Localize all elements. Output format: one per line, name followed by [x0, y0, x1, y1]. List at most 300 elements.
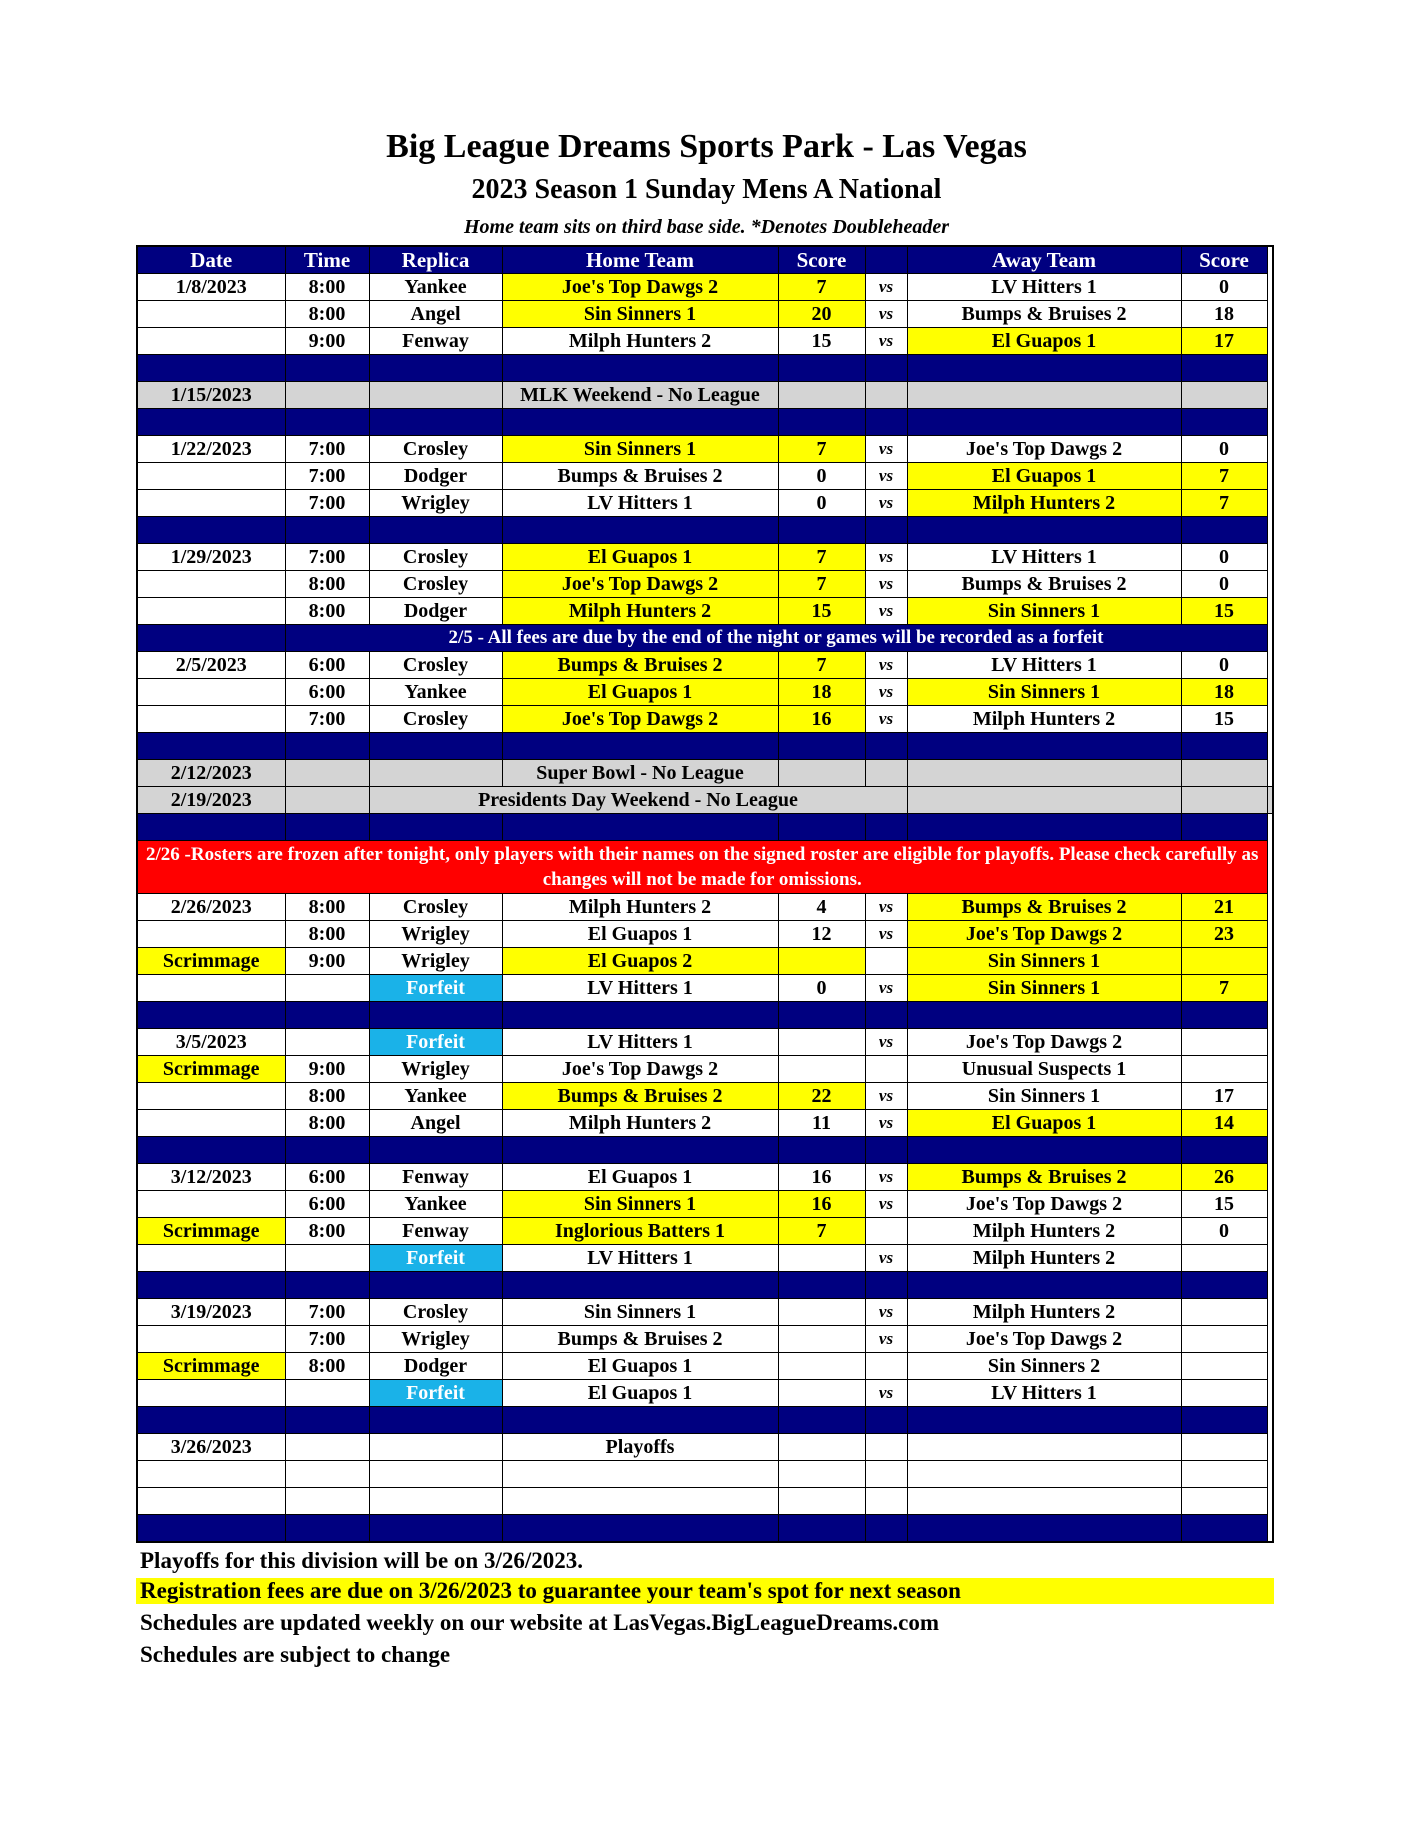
row-away-team: Joe's Top Dawgs 2 — [907, 921, 1181, 948]
row-home-score: 0 — [778, 463, 865, 490]
roster-alert-row — [137, 841, 1273, 894]
no-league-text: MLK Weekend - No League — [502, 382, 778, 409]
row-replica: Wrigley — [369, 921, 502, 948]
row-time: 7:00 — [285, 463, 369, 490]
row-away-team — [907, 1488, 1181, 1515]
row-home-team: El Guapos 1 — [502, 679, 778, 706]
row-away-score — [1181, 1434, 1267, 1461]
row-vs: vs — [865, 1380, 907, 1407]
game-row — [137, 1083, 1273, 1110]
row-vs: vs — [865, 544, 907, 571]
row-home-team: Joe's Top Dawgs 2 — [502, 1056, 778, 1083]
separator-cell — [502, 517, 778, 544]
row-away-score: 15 — [1181, 706, 1267, 733]
no-league-row — [137, 382, 1273, 409]
header-time: Time — [285, 246, 369, 274]
row-away-team: LV Hitters 1 — [907, 274, 1181, 301]
game-row — [137, 1245, 1273, 1272]
row-home-score: 18 — [778, 679, 865, 706]
row-vs: vs — [865, 274, 907, 301]
row-away-score: 26 — [1181, 1164, 1267, 1191]
row-home-team: El Guapos 2 — [502, 948, 778, 975]
row-time — [285, 1380, 369, 1407]
separator-cell — [778, 409, 865, 436]
row-home-team: LV Hitters 1 — [502, 1245, 778, 1272]
game-row — [137, 948, 1273, 975]
separator-cell — [369, 1407, 502, 1434]
separator-cell — [1181, 1137, 1267, 1164]
separator-cell — [865, 517, 907, 544]
row-away-score — [1181, 1299, 1267, 1326]
separator-cell — [502, 733, 778, 760]
row-away-team: Sin Sinners 1 — [907, 1083, 1181, 1110]
separator-cell — [369, 1137, 502, 1164]
row-time — [285, 1245, 369, 1272]
row-replica: Yankee — [369, 274, 502, 301]
row-home-score: 16 — [778, 1164, 865, 1191]
row-vs: vs — [865, 679, 907, 706]
row-away-team — [1181, 787, 1267, 814]
separator-cell — [285, 733, 369, 760]
row-replica: Yankee — [369, 1083, 502, 1110]
row-replica: Forfeit — [369, 1029, 502, 1056]
separator-cell — [907, 814, 1181, 841]
separator-row — [137, 733, 1273, 760]
row-away-team: El Guapos 1 — [907, 463, 1181, 490]
no-league-text: Presidents Day Weekend - No League — [369, 787, 907, 814]
row-away-team: Joe's Top Dawgs 2 — [907, 436, 1181, 463]
separator-cell — [1181, 733, 1267, 760]
row-vs — [865, 1056, 907, 1083]
row-time: 7:00 — [285, 1326, 369, 1353]
row-home-team: Inglorious Batters 1 — [502, 1218, 778, 1245]
row-home-team — [502, 1461, 778, 1488]
notice-cell — [137, 625, 285, 652]
row-time: 8:00 — [285, 921, 369, 948]
separator-cell — [778, 1137, 865, 1164]
row-home-team: Joe's Top Dawgs 2 — [502, 571, 778, 598]
row-vs: vs — [865, 598, 907, 625]
row-home-score — [778, 382, 865, 409]
separator-row — [137, 409, 1273, 436]
game-row — [137, 1110, 1273, 1137]
row-home-team: El Guapos 1 — [502, 544, 778, 571]
game-row — [137, 301, 1273, 328]
row-date: 2/5/2023 — [137, 652, 285, 679]
separator-cell — [907, 1137, 1181, 1164]
row-home-team: El Guapos 1 — [502, 921, 778, 948]
separator-cell — [137, 1272, 285, 1299]
row-time: 8:00 — [285, 598, 369, 625]
header-home-score: Score — [778, 246, 865, 274]
row-replica: Dodger — [369, 463, 502, 490]
separator-cell — [1181, 1515, 1267, 1543]
row-home-team: LV Hitters 1 — [502, 975, 778, 1002]
game-row — [137, 894, 1273, 921]
row-replica — [369, 382, 502, 409]
row-away-team: Joe's Top Dawgs 2 — [907, 1191, 1181, 1218]
row-time: 7:00 — [285, 544, 369, 571]
game-row — [137, 463, 1273, 490]
separator-cell — [369, 355, 502, 382]
row-time: 7:00 — [285, 490, 369, 517]
separator-cell — [369, 1515, 502, 1543]
game-row — [137, 598, 1273, 625]
game-row — [137, 328, 1273, 355]
row-time — [285, 1029, 369, 1056]
row-time: 8:00 — [285, 894, 369, 921]
row-replica: Forfeit — [369, 975, 502, 1002]
row-away-team: Unusual Suspects 1 — [907, 1056, 1181, 1083]
row-home-score: 0 — [778, 490, 865, 517]
row-date — [137, 463, 285, 490]
row-home-score: 12 — [778, 921, 865, 948]
row-vs: vs — [865, 1083, 907, 1110]
row-away-score: 18 — [1181, 679, 1267, 706]
row-away-score: 17 — [1181, 1083, 1267, 1110]
row-home-team: Bumps & Bruises 2 — [502, 1326, 778, 1353]
notice-text: 2/5 - All fees are due by the end of the night or games will be recorded as a forfeit — [285, 625, 1267, 652]
row-replica: Fenway — [369, 1218, 502, 1245]
row-home-team: Playoffs — [502, 1434, 778, 1461]
separator-cell — [369, 1272, 502, 1299]
row-home-score: 7 — [778, 571, 865, 598]
row-home-team: Milph Hunters 2 — [502, 1110, 778, 1137]
row-away-team: Milph Hunters 2 — [907, 490, 1181, 517]
separator-cell — [137, 355, 285, 382]
row-away-score — [1181, 1326, 1267, 1353]
row-date: 2/12/2023 — [137, 760, 285, 787]
row-home-score — [778, 1056, 865, 1083]
row-away-score: 0 — [1181, 1218, 1267, 1245]
header-vs — [865, 246, 907, 274]
row-home-team: Milph Hunters 2 — [502, 328, 778, 355]
row-time: 8:00 — [285, 274, 369, 301]
game-row — [137, 1353, 1273, 1380]
row-vs: vs — [865, 490, 907, 517]
row-home-team: Milph Hunters 2 — [502, 598, 778, 625]
row-away-score — [1181, 1461, 1267, 1488]
separator-cell — [285, 1515, 369, 1543]
row-home-score: 16 — [778, 706, 865, 733]
game-row — [137, 1056, 1273, 1083]
row-date — [137, 1380, 285, 1407]
row-vs: vs — [865, 975, 907, 1002]
row-home-team: El Guapos 1 — [502, 1164, 778, 1191]
separator-cell — [907, 1002, 1181, 1029]
game-row — [137, 436, 1273, 463]
row-away-team: Bumps & Bruises 2 — [907, 894, 1181, 921]
row-away-score — [1181, 1056, 1267, 1083]
separator-cell — [907, 409, 1181, 436]
notice-row — [137, 625, 1273, 652]
separator-cell — [285, 409, 369, 436]
row-date: 2/19/2023 — [137, 787, 285, 814]
row-away-score: 0 — [1181, 274, 1267, 301]
row-away-score: 15 — [1181, 1191, 1267, 1218]
separator-cell — [369, 1002, 502, 1029]
row-vs: vs — [865, 1164, 907, 1191]
separator-cell — [502, 1137, 778, 1164]
separator-row — [137, 1002, 1273, 1029]
row-home-score — [778, 1326, 865, 1353]
row-time — [285, 1488, 369, 1515]
row-home-score: 7 — [778, 544, 865, 571]
row-vs: vs — [865, 1191, 907, 1218]
separator-cell — [285, 1407, 369, 1434]
row-home-score: 7 — [778, 436, 865, 463]
separator-cell — [1181, 1407, 1267, 1434]
separator-cell — [502, 1515, 778, 1543]
game-row — [137, 1029, 1273, 1056]
separator-cell — [502, 1407, 778, 1434]
separator-row — [137, 814, 1273, 841]
row-date: 3/5/2023 — [137, 1029, 285, 1056]
row-away-score: 0 — [1181, 571, 1267, 598]
separator-cell — [778, 517, 865, 544]
no-league-row — [137, 787, 1273, 814]
separator-cell — [137, 733, 285, 760]
header-away-score: Score — [1181, 246, 1267, 274]
separator-cell — [865, 1002, 907, 1029]
separator-cell — [369, 733, 502, 760]
row-away-team: Milph Hunters 2 — [907, 706, 1181, 733]
row-away-score: 14 — [1181, 1110, 1267, 1137]
row-home-score — [778, 1488, 865, 1515]
row-away-team: Milph Hunters 2 — [907, 1245, 1181, 1272]
row-vs — [865, 760, 907, 787]
separator-cell — [285, 355, 369, 382]
header-row — [137, 246, 1273, 274]
row-date: 2/26/2023 — [137, 894, 285, 921]
separator-cell — [778, 1002, 865, 1029]
row-away-score — [1267, 787, 1273, 814]
footer-playoffs-note: Playoffs for this division will be on 3/26/2023. — [140, 1548, 584, 1573]
row-date — [137, 598, 285, 625]
row-home-score: 0 — [778, 975, 865, 1002]
row-time — [285, 975, 369, 1002]
row-replica: Fenway — [369, 328, 502, 355]
separator-cell — [285, 1272, 369, 1299]
roster-alert-text: 2/26 -Rosters are frozen after tonight, only players with their names on the signed roster are eligible for playoffs. Please check carefully as changes will not be made for omissions. — [137, 841, 1267, 894]
row-vs — [865, 1461, 907, 1488]
row-replica: Crosley — [369, 571, 502, 598]
separator-row — [137, 517, 1273, 544]
separator-cell — [137, 1407, 285, 1434]
separator-cell — [137, 1002, 285, 1029]
separator-cell — [1181, 355, 1267, 382]
row-home-team: Milph Hunters 2 — [502, 894, 778, 921]
row-vs: vs — [865, 436, 907, 463]
row-home-team: Joe's Top Dawgs 2 — [502, 274, 778, 301]
row-home-score — [778, 1299, 865, 1326]
row-date: Scrimmage — [137, 1218, 285, 1245]
row-time: 8:00 — [285, 301, 369, 328]
row-home-team: Sin Sinners 1 — [502, 1299, 778, 1326]
row-home-score — [778, 1029, 865, 1056]
row-home-score: 15 — [778, 598, 865, 625]
separator-cell — [865, 1272, 907, 1299]
row-vs — [865, 1434, 907, 1461]
footer-change-note: Schedules are subject to change — [140, 1642, 451, 1667]
row-away-team: El Guapos 1 — [907, 1110, 1181, 1137]
separator-cell — [907, 517, 1181, 544]
row-away-team — [907, 760, 1181, 787]
separator-cell — [1181, 517, 1267, 544]
row-time: 8:00 — [285, 1083, 369, 1110]
row-time — [285, 760, 369, 787]
game-row — [137, 274, 1273, 301]
separator-cell — [502, 409, 778, 436]
row-home-team: El Guapos 1 — [502, 1380, 778, 1407]
separator-cell — [1181, 409, 1267, 436]
row-away-score: 7 — [1181, 463, 1267, 490]
row-date — [137, 1083, 285, 1110]
no-league-row — [137, 760, 1273, 787]
row-replica: Wrigley — [369, 1056, 502, 1083]
row-replica: Crosley — [369, 894, 502, 921]
separator-cell — [907, 1515, 1181, 1543]
row-replica: Crosley — [369, 706, 502, 733]
row-away-score: 7 — [1181, 975, 1267, 1002]
row-vs: vs — [865, 1326, 907, 1353]
row-replica: Yankee — [369, 679, 502, 706]
footer-registration-note: Registration fees are due on 3/26/2023 to guarantee your team's spot for next season — [136, 1578, 1274, 1604]
separator-cell — [1181, 1272, 1267, 1299]
row-date — [137, 679, 285, 706]
row-date — [137, 1461, 285, 1488]
row-time: 7:00 — [285, 1299, 369, 1326]
separator-cell — [369, 814, 502, 841]
row-vs: vs — [865, 652, 907, 679]
game-row — [137, 1191, 1273, 1218]
row-vs: vs — [865, 706, 907, 733]
row-time: 9:00 — [285, 948, 369, 975]
row-date: 1/22/2023 — [137, 436, 285, 463]
row-away-team — [907, 1461, 1181, 1488]
row-away-team — [907, 1434, 1181, 1461]
separator-cell — [285, 1002, 369, 1029]
row-vs: vs — [865, 1299, 907, 1326]
row-home-team: El Guapos 1 — [502, 1353, 778, 1380]
row-replica: Crosley — [369, 436, 502, 463]
row-away-team: El Guapos 1 — [907, 328, 1181, 355]
row-away-team: Sin Sinners 1 — [907, 975, 1181, 1002]
separator-cell — [907, 355, 1181, 382]
row-vs: vs — [865, 1245, 907, 1272]
row-vs — [865, 1353, 907, 1380]
row-home-team: Bumps & Bruises 2 — [502, 1083, 778, 1110]
separator-cell — [865, 1137, 907, 1164]
row-date: 1/8/2023 — [137, 274, 285, 301]
row-away-score — [1181, 1353, 1267, 1380]
header-date: Date — [137, 246, 285, 274]
game-row — [137, 1434, 1273, 1461]
row-date — [137, 490, 285, 517]
separator-cell — [137, 409, 285, 436]
separator-cell — [778, 733, 865, 760]
row-away-team — [907, 382, 1181, 409]
row-away-team: LV Hitters 1 — [907, 1380, 1181, 1407]
separator-row — [137, 1272, 1273, 1299]
row-date: Scrimmage — [137, 1056, 285, 1083]
row-home-score: 15 — [778, 328, 865, 355]
row-replica: Yankee — [369, 1191, 502, 1218]
separator-cell — [502, 1002, 778, 1029]
row-date: Scrimmage — [137, 948, 285, 975]
separator-cell — [137, 517, 285, 544]
row-time — [285, 382, 369, 409]
row-vs: vs — [865, 301, 907, 328]
row-time: 7:00 — [285, 436, 369, 463]
row-away-team: Sin Sinners 2 — [907, 1353, 1181, 1380]
row-home-score — [778, 1353, 865, 1380]
row-replica: Wrigley — [369, 948, 502, 975]
row-away-team: Joe's Top Dawgs 2 — [907, 1326, 1181, 1353]
separator-cell — [1181, 1002, 1267, 1029]
footer-website-note: Schedules are updated weekly on our website at LasVegas.BigLeagueDreams.com — [140, 1610, 940, 1635]
separator-cell — [778, 814, 865, 841]
separator-cell — [285, 814, 369, 841]
row-date: 1/15/2023 — [137, 382, 285, 409]
separator-cell — [865, 409, 907, 436]
no-league-text: Super Bowl - No League — [502, 760, 778, 787]
row-replica: Forfeit — [369, 1245, 502, 1272]
row-home-score — [778, 760, 865, 787]
separator-cell — [778, 355, 865, 382]
row-away-score: 0 — [1181, 436, 1267, 463]
row-away-score: 23 — [1181, 921, 1267, 948]
row-home-team: Bumps & Bruises 2 — [502, 463, 778, 490]
separator-cell — [1181, 814, 1267, 841]
row-date — [137, 328, 285, 355]
separator-cell — [502, 814, 778, 841]
game-row — [137, 706, 1273, 733]
separator-cell — [907, 1407, 1181, 1434]
separator-cell — [137, 1515, 285, 1543]
row-time: 8:00 — [285, 1218, 369, 1245]
row-away-score — [1181, 760, 1267, 787]
row-time — [285, 787, 369, 814]
game-row — [137, 1488, 1273, 1515]
row-date — [137, 571, 285, 598]
separator-cell — [865, 1407, 907, 1434]
game-row — [137, 975, 1273, 1002]
page-note: Home team sits on third base side. *Denotes Doubleheader — [464, 216, 949, 238]
separator-row — [137, 1137, 1273, 1164]
row-away-score — [1181, 1029, 1267, 1056]
game-row — [137, 490, 1273, 517]
game-row — [137, 1218, 1273, 1245]
row-away-score: 17 — [1181, 328, 1267, 355]
row-away-team: Sin Sinners 1 — [907, 598, 1181, 625]
page-title: Big League Dreams Sports Park - Las Vegas — [386, 128, 1027, 165]
row-away-score: 21 — [1181, 894, 1267, 921]
row-replica — [369, 760, 502, 787]
separator-row — [137, 355, 1273, 382]
row-away-team: Bumps & Bruises 2 — [907, 571, 1181, 598]
row-away-score — [1181, 1245, 1267, 1272]
row-home-score — [778, 1434, 865, 1461]
row-time: 6:00 — [285, 1191, 369, 1218]
game-row — [137, 571, 1273, 598]
row-away-score: 0 — [1181, 652, 1267, 679]
separator-cell — [907, 733, 1181, 760]
row-home-score: 7 — [778, 1218, 865, 1245]
row-home-score: 20 — [778, 301, 865, 328]
row-time: 6:00 — [285, 1164, 369, 1191]
separator-cell — [865, 814, 907, 841]
